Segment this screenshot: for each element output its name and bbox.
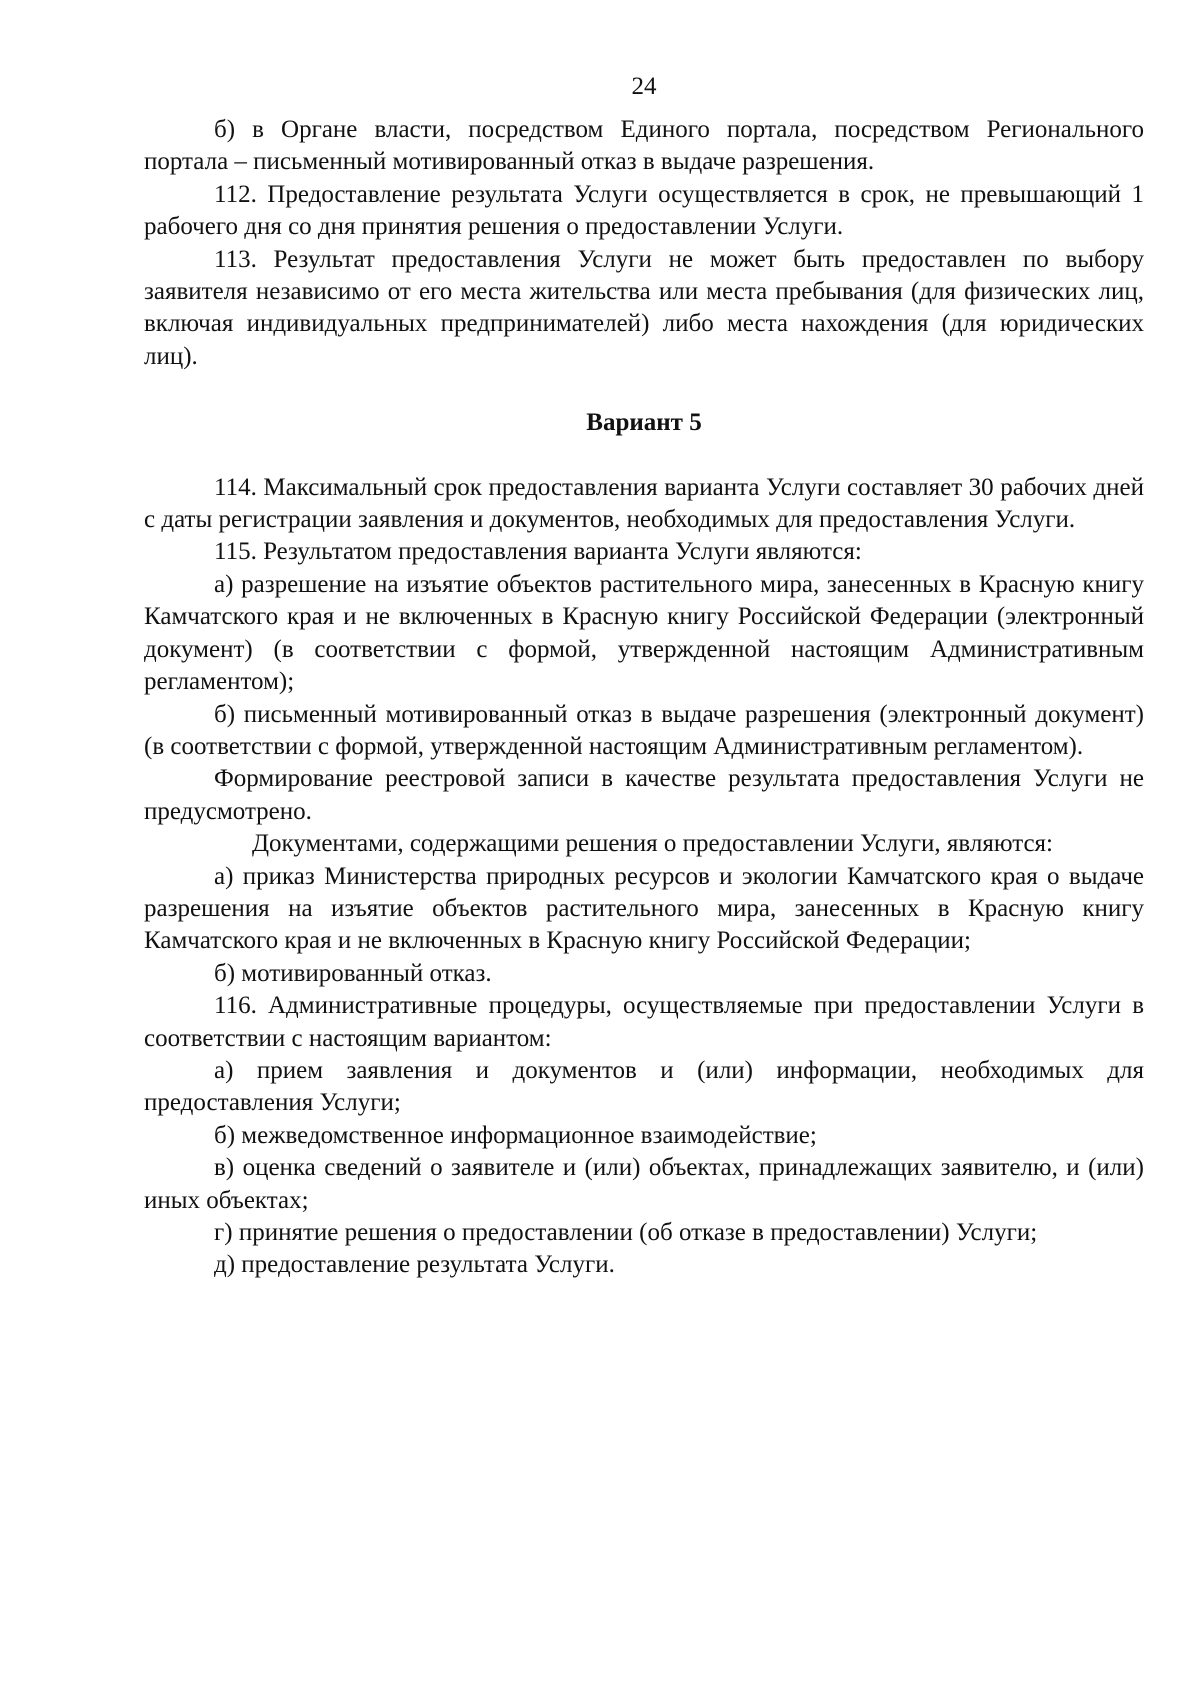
list-item-d: д) предоставление результата Услуги.: [214, 1251, 615, 1279]
list-item-b: б) межведомственное информационное взаимодействие;: [214, 1121, 817, 1149]
section-heading: Вариант 5: [586, 409, 702, 437]
spacer: [144, 440, 1144, 472]
paragraph-registry-note: Формирование реестровой записи в качестве результата предоставления Услуги не предусмотрено.: [144, 765, 1144, 825]
list-item-g: г) принятие решения о предоставлении (об отказе в предоставлении) Услуги;: [214, 1219, 1038, 1246]
paragraph-116: 116. Административные процедуры, осуществляемые при предоставлении Услуги в соответствии с настоящим вариантом:: [144, 992, 1144, 1052]
document-body: [144, 114, 1144, 1282]
page-number: 24: [631, 73, 657, 100]
list-item-a: а) прием заявления и документов и (или) информации, необходимых для предоставления Услуги;: [144, 1056, 1144, 1117]
paragraph-115: 115. Результатом предоставления варианта Услуги являются:: [214, 538, 862, 566]
list-item-a: а) разрешение на изъятие объектов растительного мира, занесенных в Красную книгу Камчатского края и не включенных в Красную книгу Российской Федерации (электронный документ) (в соответствии с формой, утвержденной настоящим Административным регламентом);: [144, 570, 1144, 696]
paragraph: б) в Органе власти, посредством Единого портала, посредством Регионального портала – письменный мотивированный отказ в выдаче разрешения.: [144, 116, 1144, 176]
list-item-b: б) мотивированный отказ.: [214, 959, 492, 987]
paragraph-112: 112. Предоставление результата Услуги осуществляется в срок, не превышающий 1 рабочего дня со дня принятия решения о предоставлении Услуги.: [144, 180, 1144, 241]
paragraph-113: 113. Результат предоставления Услуги не может быть предоставлен по выбору заявителя независимо от его места жительства или места пребывания (для физических лиц, включая индивидуальных предпринимателей) либо места нахождения (для юридических лиц).: [144, 245, 1144, 370]
list-item-v: в) оценка сведений о заявителе и (или) объектах, принадлежащих заявителю, и (или) иных объектах;: [144, 1154, 1144, 1214]
paragraph-decision-documents: Документами, содержащими решения о предоставлении Услуги, являются:: [252, 830, 1053, 858]
list-item-b: б) письменный мотивированный отказ в выдаче разрешения (электронный документ) (в соответствии с формой, утвержденной настоящим Административным регламентом).: [144, 700, 1144, 760]
paragraph-114: 114. Максимальный срок предоставления варианта Услуги составляет 30 рабочих дней с даты регистрации заявления и документов, необходимых для предоставления Услуги.: [144, 473, 1144, 534]
spacer: [144, 373, 1144, 407]
list-item-a: а) приказ Министерства природных ресурсов и экологии Камчатского края о выдаче разрешения на изъятие объектов растительного мира, занесенных в Красную книгу Камчатского края и не включенных в Красную книгу Российской Федерации;: [144, 862, 1144, 955]
